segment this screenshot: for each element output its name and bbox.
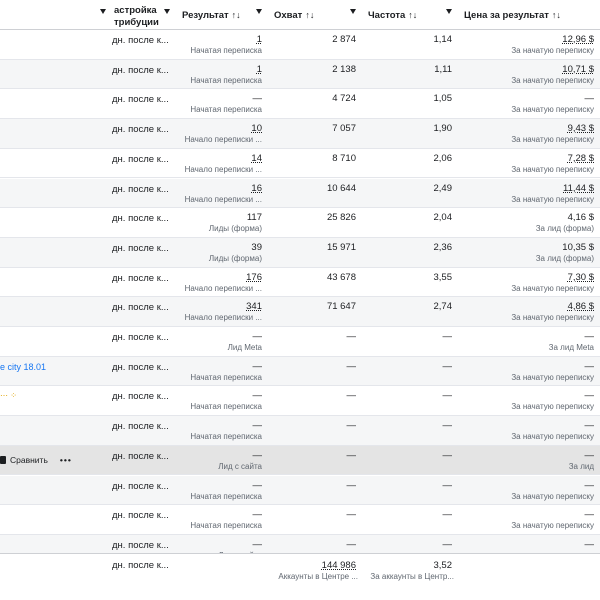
attribution-setting: дн. после к... (112, 153, 169, 165)
attribution-setting: дн. после к... (112, 302, 169, 314)
result-cell (176, 416, 268, 445)
frequency-cell (362, 476, 458, 505)
total-frequency-value: 3,52 (433, 560, 452, 571)
name-cell[interactable] (0, 208, 112, 237)
table-row[interactable] (0, 446, 600, 476)
result-value: — (252, 93, 262, 105)
reach-value: 71 647 (326, 301, 356, 313)
cost-cell (458, 89, 600, 118)
chevron-down-icon[interactable] (256, 9, 262, 14)
frequency-cell (362, 208, 458, 237)
result-type: Лиды (форма) (208, 224, 262, 234)
attribution-header-label: астройка трибуции (114, 4, 159, 28)
result-value: — (252, 331, 262, 342)
total-frequency-sub: За аккаунты в Центр... (370, 572, 454, 581)
frequency-value: 1,14 (433, 34, 452, 45)
reach-cell (268, 416, 362, 445)
frequency-cell (362, 357, 458, 386)
cost-cell (458, 505, 600, 534)
reach-value: — (346, 390, 356, 402)
total-reach-value[interactable]: 144 986 (321, 560, 356, 571)
reach-cell (268, 476, 362, 505)
status-icons: ⋯ ⁘ (0, 391, 17, 401)
total-attribution-cell (112, 554, 176, 600)
frequency-cell (362, 60, 458, 89)
attribution-setting: дн. после к... (112, 94, 169, 106)
result-value[interactable]: 14 (251, 152, 262, 164)
attribution-cell (112, 208, 176, 237)
table-row[interactable] (0, 119, 600, 149)
table-row[interactable] (0, 327, 600, 357)
cost-value[interactable]: 11,44 $ (563, 182, 594, 194)
cost-cell (458, 327, 600, 356)
frequency-cell (362, 119, 458, 148)
cost-cell (458, 119, 600, 148)
name-cell[interactable] (0, 357, 112, 386)
attribution-setting: дн. после к... (112, 421, 169, 433)
name-cell[interactable] (0, 30, 112, 59)
result-cell (176, 119, 268, 148)
cost-value: 4,16 $ (567, 212, 594, 224)
attribution-setting: дн. после к... (112, 391, 169, 403)
reach-cell (268, 268, 362, 297)
table-row[interactable] (0, 149, 600, 179)
result-cell (176, 297, 268, 326)
sort-icon[interactable]: ↑↓ (231, 10, 241, 20)
cost-cell (458, 60, 600, 89)
cost-type: За лид (форма) (535, 253, 594, 263)
result-value[interactable]: 1 (256, 34, 262, 45)
result-type: Начатая переписка (190, 491, 262, 501)
cost-type: За лид Meta (548, 343, 594, 352)
result-type: Начатая переписка (190, 75, 262, 85)
campaign-name-link[interactable]: e city 18.01 (0, 361, 47, 372)
frequency-value: — (442, 449, 452, 461)
cost-cell (458, 297, 600, 326)
reach-value: — (346, 449, 356, 461)
frequency-value: — (442, 538, 452, 550)
attribution-cell (112, 238, 176, 267)
result-type: Начало переписки ... (184, 164, 262, 174)
table-row[interactable] (0, 386, 600, 416)
cost-type: За начатую переписку (511, 135, 594, 145)
result-header-label: Результат (182, 9, 229, 21)
cost-type: За начатую переписку (511, 313, 594, 323)
cost-type: За начатую переписку (511, 432, 594, 442)
name-cell[interactable] (0, 268, 112, 297)
reach-cell (268, 149, 362, 178)
result-type: Начатая переписка (190, 105, 262, 115)
result-value: 39 (251, 241, 262, 253)
cost-cell (458, 386, 600, 415)
frequency-cell (362, 149, 458, 178)
cost-cell (458, 238, 600, 267)
frequency-cell (362, 297, 458, 326)
attribution-cell (112, 89, 176, 118)
cost-cell (458, 446, 600, 475)
attribution-cell (112, 60, 176, 89)
reach-cell (268, 327, 362, 356)
attribution-setting: дн. после к... (112, 332, 169, 343)
cost-type: За начатую переписку (511, 283, 594, 293)
reach-cell (268, 119, 362, 148)
reach-value: — (346, 420, 356, 432)
reach-cell (268, 446, 362, 475)
result-column-header[interactable] (182, 0, 268, 30)
cost-value[interactable]: 4,86 $ (567, 301, 594, 313)
frequency-value: 2,36 (433, 241, 452, 253)
chevron-down-icon[interactable] (350, 9, 356, 14)
cost-type: За лид (форма) (535, 224, 594, 234)
cost-type: За начатую переписку (511, 521, 594, 531)
table-row[interactable] (0, 505, 600, 535)
attribution-cell (112, 297, 176, 326)
name-cell[interactable] (0, 238, 112, 267)
attribution-cell (112, 357, 176, 386)
result-value[interactable]: 341 (246, 301, 262, 313)
result-type: Начатая переписка (190, 402, 262, 412)
table-total-row (0, 553, 600, 600)
cost-value: — (584, 93, 594, 105)
result-type: Начатая переписка (190, 521, 262, 531)
result-cell (176, 208, 268, 237)
cost-cell (458, 476, 600, 505)
reach-cell (268, 357, 362, 386)
result-cell (176, 89, 268, 118)
frequency-value: 1,05 (433, 93, 452, 105)
cost-type: За начатую переписку (511, 372, 594, 382)
sort-icon[interactable]: ↑↓ (551, 10, 561, 20)
frequency-value: — (442, 509, 452, 521)
reach-cell (268, 297, 362, 326)
frequency-value: 2,06 (433, 152, 452, 164)
cost-value: — (584, 420, 594, 432)
attribution-cell (112, 149, 176, 178)
sort-icon[interactable]: ↑↓ (408, 10, 418, 20)
table-row[interactable] (0, 89, 600, 119)
result-cell (176, 505, 268, 534)
compare-button[interactable] (0, 455, 72, 465)
attribution-setting: дн. после к... (112, 480, 169, 492)
cost-value[interactable]: 12,96 $ (562, 34, 594, 45)
reach-cell (268, 238, 362, 267)
frequency-cell (362, 416, 458, 445)
name-cell[interactable] (0, 60, 112, 89)
reach-value: — (346, 331, 356, 342)
frequency-value: — (442, 331, 452, 342)
cost-type: За начатую переписку (511, 491, 594, 501)
sort-icon[interactable]: ↑↓ (305, 10, 315, 20)
cost-header-label: Цена за результат (464, 9, 549, 21)
result-value: — (252, 360, 262, 372)
cost-value: 10,35 $ (562, 241, 594, 253)
attribution-setting: дн. после к... (112, 510, 169, 522)
total-frequency-cell (362, 554, 458, 600)
total-reach-cell (268, 554, 362, 600)
reach-value: 15 971 (326, 241, 356, 253)
cost-value: — (584, 390, 594, 402)
result-type: Начатая переписка (190, 46, 262, 55)
chevron-down-icon[interactable] (164, 9, 170, 14)
table-row[interactable] (0, 416, 600, 446)
cost-type: За начатую переписку (511, 194, 594, 204)
attribution-cell (112, 416, 176, 445)
result-type: Лид с сайта (218, 461, 262, 471)
result-cell (176, 446, 268, 475)
name-cell[interactable] (0, 446, 112, 475)
frequency-value: 1,90 (433, 123, 452, 135)
cost-cell (458, 208, 600, 237)
attribution-cell (112, 386, 176, 415)
result-value: — (252, 420, 262, 432)
frequency-cell (362, 386, 458, 415)
cost-cell (458, 416, 600, 445)
table-row[interactable] (0, 357, 600, 387)
frequency-cell (362, 505, 458, 534)
cost-value: — (584, 449, 594, 461)
name-column-header[interactable] (0, 0, 112, 30)
frequency-value: 2,49 (433, 182, 452, 194)
attribution-cell (112, 505, 176, 534)
name-cell[interactable] (0, 89, 112, 118)
reach-cell (268, 386, 362, 415)
attribution-setting: дн. после к... (112, 64, 169, 76)
reach-column-header[interactable] (274, 0, 362, 30)
table-row[interactable] (0, 30, 600, 60)
attribution-setting: дн. после к... (112, 272, 169, 284)
name-cell[interactable] (0, 476, 112, 505)
attribution-cell (112, 476, 176, 505)
reach-cell (268, 60, 362, 89)
result-value[interactable]: 176 (246, 271, 262, 283)
reach-value: — (346, 360, 356, 372)
result-value[interactable]: 10 (251, 123, 262, 135)
result-type: Лиды (форма) (208, 253, 262, 263)
attribution-setting: дн. после к... (112, 242, 169, 254)
frequency-cell (362, 89, 458, 118)
reach-cell (268, 208, 362, 237)
name-cell[interactable] (0, 149, 112, 178)
reach-value: 2 138 (332, 63, 356, 75)
result-type: Начало переписки ... (184, 135, 262, 145)
frequency-value: 2,04 (433, 212, 452, 224)
result-type: Начатая переписка (190, 432, 262, 442)
attribution-setting: дн. после к... (112, 124, 169, 136)
chevron-down-icon[interactable] (100, 9, 106, 14)
result-cell (176, 238, 268, 267)
frequency-value: 3,55 (433, 271, 452, 283)
cost-value[interactable]: 7,28 $ (567, 152, 594, 164)
reach-value: — (346, 479, 356, 491)
reach-value: 8 710 (332, 152, 356, 164)
cost-type: За начатую переписку (511, 46, 594, 55)
frequency-header-label: Частота (368, 9, 406, 21)
cost-cell (458, 149, 600, 178)
reach-cell (268, 179, 362, 208)
result-cell (176, 386, 268, 415)
frequency-value: 1,11 (434, 63, 452, 75)
result-value: — (252, 509, 262, 521)
frequency-cell (362, 268, 458, 297)
frequency-cell (362, 30, 458, 59)
more-options-icon[interactable]: ••• (59, 454, 72, 465)
reach-value: 25 826 (326, 212, 356, 224)
cost-type: За лид (568, 461, 594, 471)
result-cell (176, 327, 268, 356)
reach-value: 10 644 (326, 182, 356, 194)
cost-type: За начатую переписку (511, 105, 594, 115)
cost-type: За начатую переписку (511, 402, 594, 412)
compare-icon (0, 456, 6, 464)
compare-label: Сравнить (10, 454, 48, 465)
chevron-down-icon[interactable] (446, 9, 452, 14)
reach-value: 7 057 (332, 123, 356, 135)
cost-column-header[interactable] (464, 0, 600, 30)
result-cell (176, 476, 268, 505)
table-row[interactable] (0, 268, 600, 298)
reach-header-label: Охват (274, 9, 303, 21)
result-type: Начало переписки ... (184, 194, 262, 204)
cost-value: — (584, 331, 594, 342)
result-type: Лид Meta (227, 343, 262, 352)
cost-cell (458, 30, 600, 59)
table-row[interactable] (0, 208, 600, 238)
attribution-setting: дн. после к... (112, 183, 169, 195)
cost-type: За начатую переписку (511, 164, 594, 174)
result-type: Начатая переписка (190, 372, 262, 382)
frequency-cell (362, 238, 458, 267)
cost-type: За начатую переписку (511, 75, 594, 85)
cost-cell (458, 357, 600, 386)
frequency-value: — (442, 390, 452, 402)
cost-cell (458, 268, 600, 297)
result-cell (176, 179, 268, 208)
reach-value: 4 724 (332, 93, 356, 105)
frequency-value: — (442, 420, 452, 432)
attribution-cell (112, 268, 176, 297)
result-value: — (252, 390, 262, 402)
total-reach-sub: Аккаунты в Центре ... (278, 572, 358, 581)
cost-value[interactable]: 9,43 $ (567, 123, 594, 135)
attribution-column-header[interactable] (114, 0, 176, 30)
reach-value: 43 678 (326, 271, 356, 283)
attribution-cell (112, 179, 176, 208)
attribution-setting: дн. после к... (112, 361, 169, 373)
frequency-cell (362, 446, 458, 475)
frequency-cell (362, 327, 458, 356)
table-row[interactable] (0, 238, 600, 268)
cost-value: — (584, 509, 594, 521)
attribution-setting: дн. после к... (112, 539, 169, 551)
attribution-cell (112, 30, 176, 59)
name-cell[interactable] (0, 505, 112, 534)
result-cell (176, 60, 268, 89)
cost-value: — (584, 360, 594, 372)
name-cell[interactable] (0, 119, 112, 148)
cost-value[interactable]: 10,71 $ (562, 63, 594, 75)
reach-cell (268, 505, 362, 534)
table-header (0, 0, 600, 30)
table-row[interactable] (0, 476, 600, 506)
attribution-cell (112, 327, 176, 356)
result-value: 117 (246, 212, 262, 224)
frequency-value: — (442, 360, 452, 372)
frequency-value: 2,74 (433, 301, 452, 313)
reach-value: — (346, 538, 356, 550)
result-type: Начало переписки ... (184, 313, 262, 323)
result-value[interactable]: 16 (251, 182, 262, 194)
name-cell[interactable] (0, 327, 112, 356)
attribution-setting: дн. после к... (112, 213, 169, 225)
reach-cell (268, 89, 362, 118)
attribution-setting: дн. после к... (112, 35, 169, 46)
frequency-value: — (442, 479, 452, 491)
name-cell[interactable] (0, 416, 112, 445)
total-attribution: дн. после к... (112, 560, 169, 571)
attribution-cell (112, 446, 176, 475)
name-cell[interactable] (0, 179, 112, 208)
attribution-cell (112, 119, 176, 148)
frequency-column-header[interactable] (368, 0, 458, 30)
reach-value: — (346, 509, 356, 521)
result-cell (176, 30, 268, 59)
result-cell (176, 268, 268, 297)
attribution-setting: дн. после к... (112, 450, 169, 462)
result-cell (176, 149, 268, 178)
table-row[interactable] (0, 60, 600, 90)
result-value[interactable]: 1 (256, 63, 262, 75)
result-type: Начало переписки ... (184, 283, 262, 293)
cost-value[interactable]: 7,30 $ (567, 271, 594, 283)
result-value: — (252, 479, 262, 491)
result-value: — (252, 538, 262, 550)
result-value: — (252, 449, 262, 461)
table-row[interactable] (0, 179, 600, 209)
cost-cell (458, 179, 600, 208)
reach-value: 2 874 (332, 34, 356, 45)
result-cell (176, 357, 268, 386)
cost-value: — (584, 538, 594, 550)
table-row[interactable] (0, 297, 600, 327)
reach-cell (268, 30, 362, 59)
cost-value: — (584, 479, 594, 491)
name-cell[interactable] (0, 386, 112, 415)
frequency-cell (362, 179, 458, 208)
name-cell[interactable] (0, 297, 112, 326)
